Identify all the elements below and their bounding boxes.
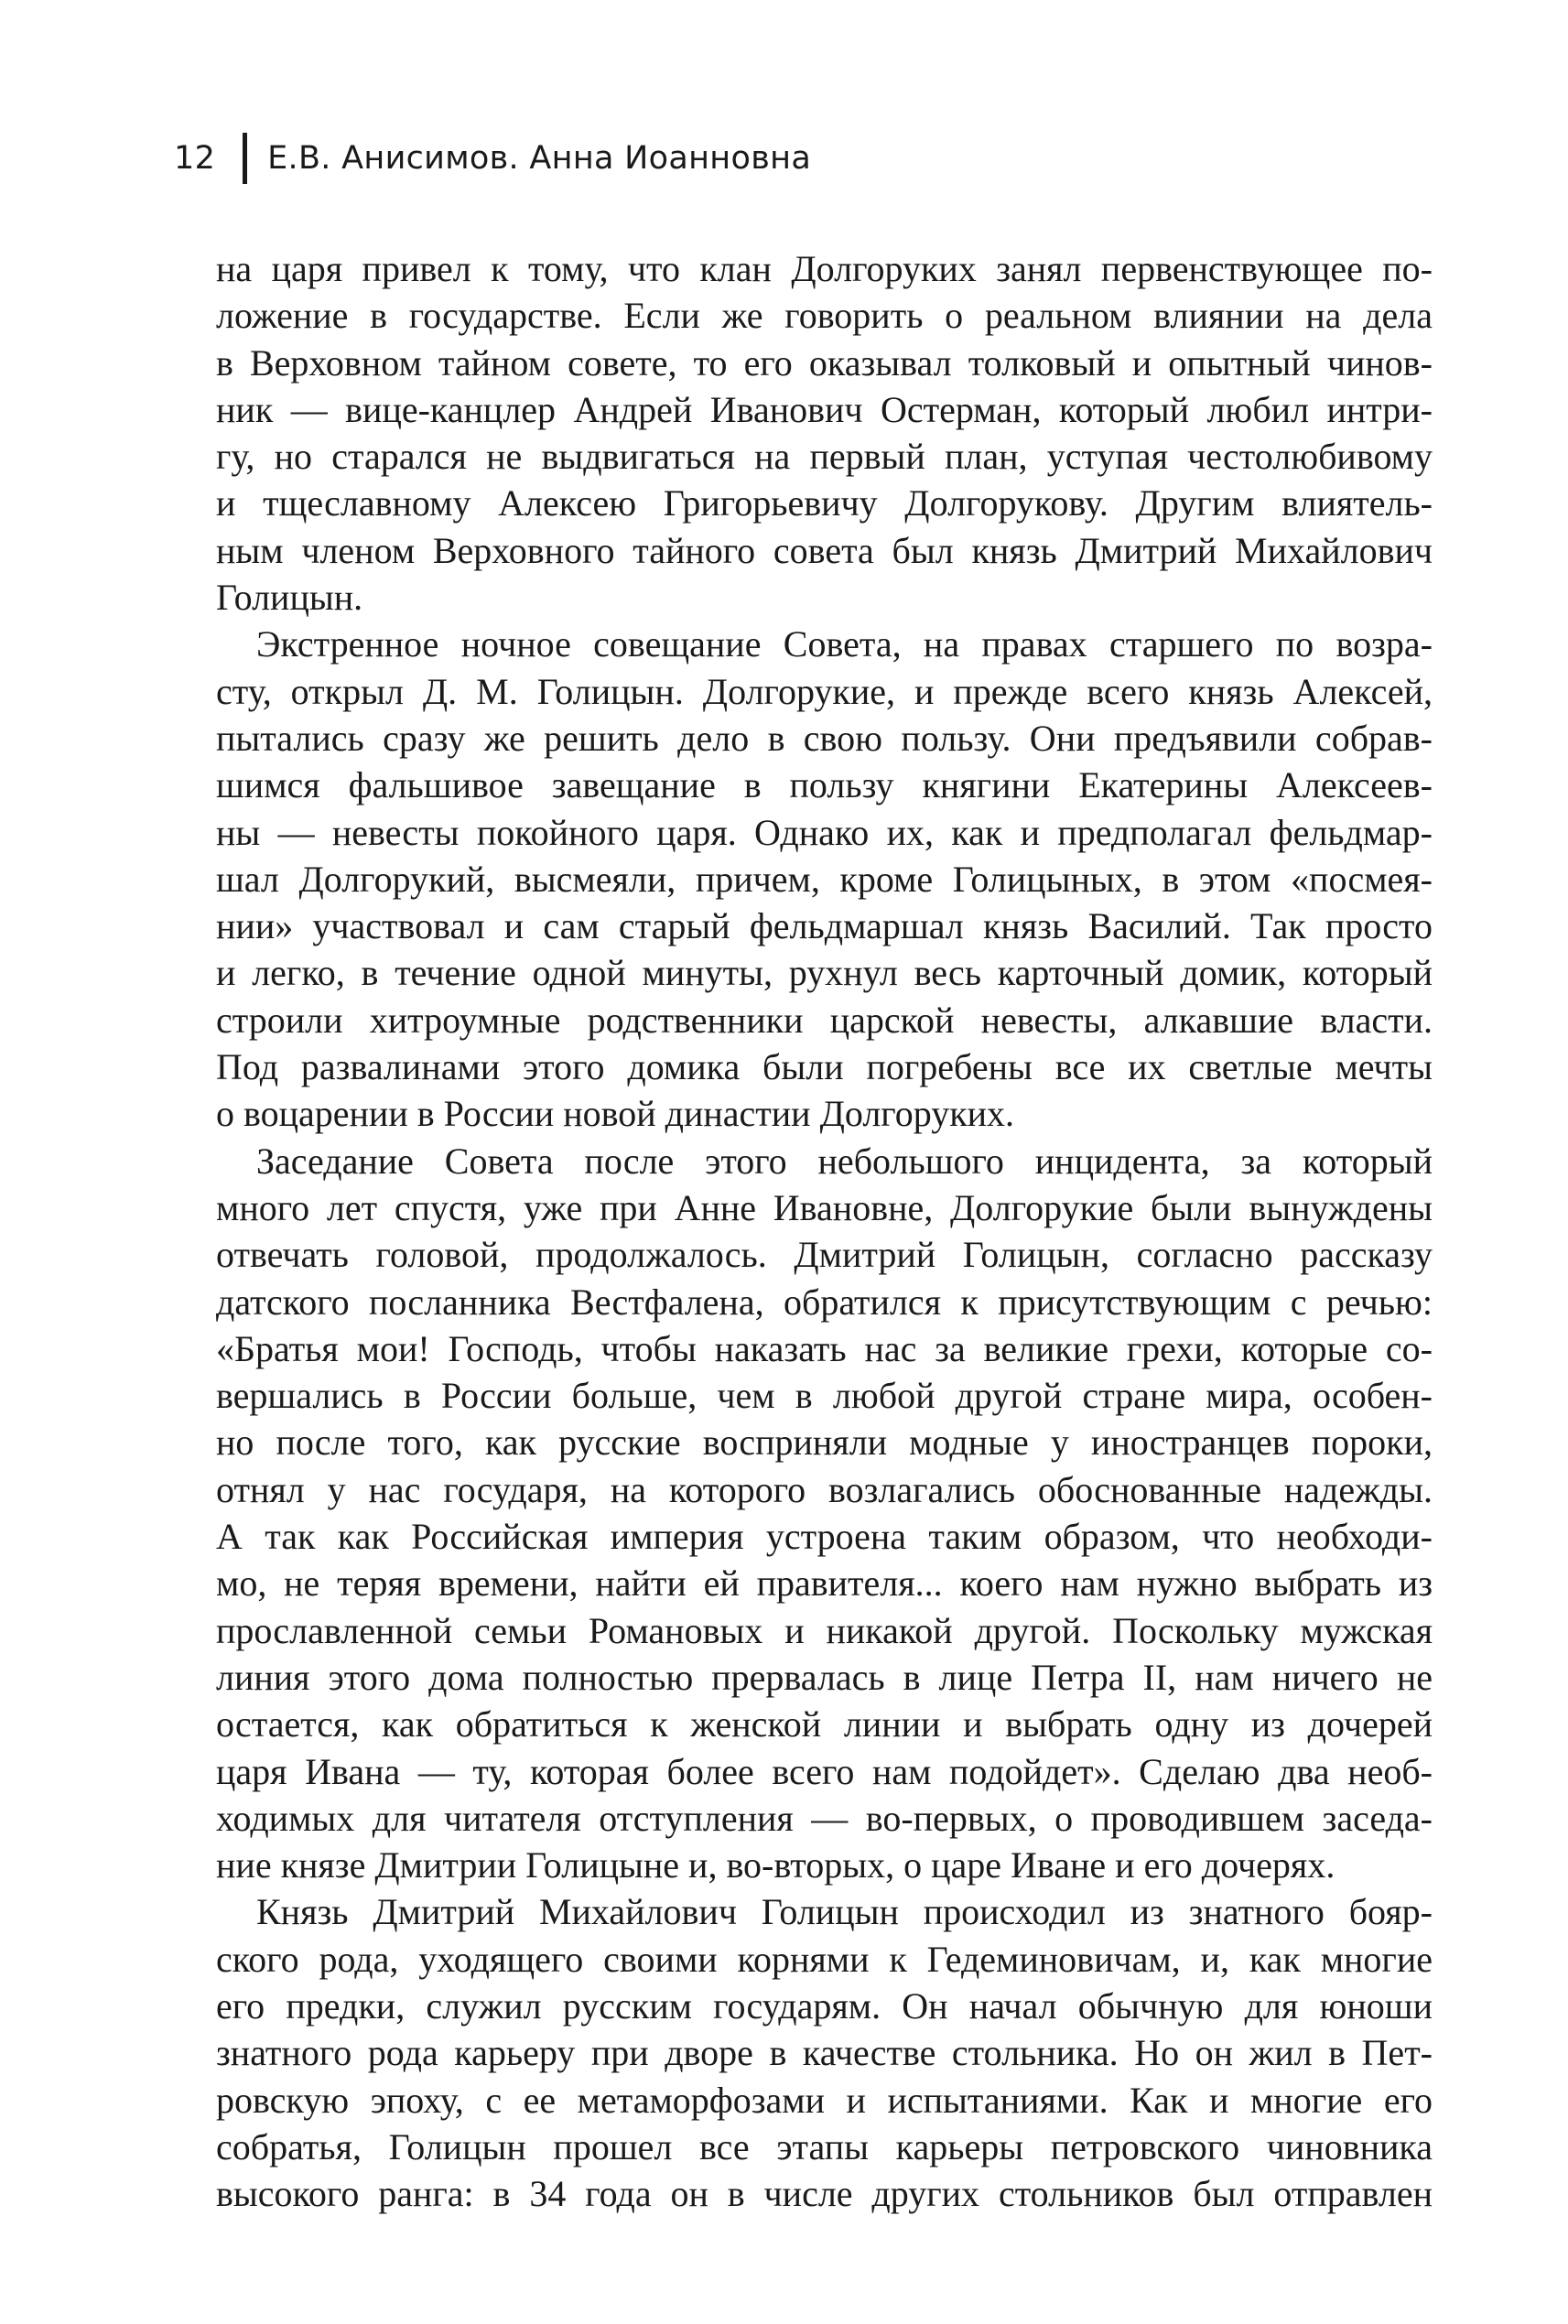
text-line: ложение в государстве. Если же говорить о реальном влиянии на дела: [216, 295, 1433, 337]
header-divider: [243, 133, 247, 184]
text-line: Князь Дмитрий Михайлович Голицын происходил из знатного бояр-: [256, 1891, 1433, 1933]
text-line: но после того, как русские восприняли модные у иностранцев пороки,: [216, 1421, 1433, 1464]
text-line: отнял у нас государя, на которого возлагались обоснованные надежды.: [216, 1468, 1433, 1510]
text-line: ходимых для читателя отступления — во-первых, о проводившем заседа-: [216, 1797, 1433, 1839]
text-line: пытались сразу же решить дело в свою пользу. Они предъявили собрав-: [216, 717, 1433, 759]
text-line: на царя привел к тому, что клан Долгоруких занял первенствующее по-: [216, 248, 1433, 289]
running-title: Е.В. Анисимов. Анна Иоанновна: [267, 140, 812, 177]
paragraph: [216, 1888, 1433, 2217]
text-line: датского посланника Вестфалена, обратился к присутствующим с речью:: [216, 1281, 1433, 1323]
text-line: ным членом Верховного тайного совета был князь Дмитрий Михайлович: [216, 529, 1433, 571]
text-line: Голицын.: [216, 577, 363, 619]
text-line: вершались в России больше, чем в любой другой стране мира, особен-: [216, 1375, 1433, 1417]
text-line: ник — вице-канцлер Андрей Иванович Остерман, который любил интри-: [216, 388, 1433, 430]
text-line: шал Долгорукий, высмеяли, причем, кроме Голицыных, в этом «посмея-: [216, 858, 1433, 900]
running-head: [174, 126, 811, 190]
text-line: строили хитроумные родственники царской невесты, алкавшие власти.: [216, 999, 1433, 1041]
text-line: шимся фальшивое завещание в пользу княгини Екатерины Алексеев-: [216, 764, 1433, 806]
text-line: в Верховном тайном совете, то его оказывал толковый и опытный чинов-: [216, 341, 1433, 384]
text-line: ние князе Дмитрии Голицыне и, во-вторых, о царе Иване и его дочерях.: [216, 1844, 1336, 1886]
text-line: «Братья мои! Господь, чтобы наказать нас за великие грехи, которые со-: [216, 1327, 1433, 1369]
text-line: ского рода, уходящего своими корнями к Гедеминовичам, и, как многие: [216, 1938, 1433, 1980]
paragraph: [216, 245, 1433, 621]
text-line: ровскую эпоху, с ее метаморфозами и испытаниями. Как и многие его: [216, 2079, 1433, 2121]
paragraph: [216, 621, 1433, 1137]
page-number: 12: [174, 140, 216, 177]
text-line: остается, как обратиться к женской линии и выбрать одну из дочерей: [216, 1703, 1433, 1746]
text-line: Экстренное ночное совещание Совета, на правах старшего по возра-: [256, 623, 1433, 665]
text-line: линия этого дома полностью прервалась в лице Петра II, нам ничего не: [216, 1656, 1433, 1698]
text-line: царя Ивана — ту, которая более всего нам подойдет». Сделаю два необ-: [216, 1750, 1433, 1792]
text-line: о воцарении в России новой династии Долгоруких.: [216, 1093, 1015, 1135]
text-line: высокого ранга: в 34 года он в числе других стольников был отправлен: [216, 2173, 1433, 2215]
text-line: Под развалинами этого домика были погребены все их светлые мечты: [216, 1046, 1433, 1088]
text-line: и тщеславному Алексею Григорьевичу Долгорукову. Другим влиятель-: [216, 482, 1433, 524]
text-line: прославленной семьи Романовых и никакой другой. Поскольку мужская: [216, 1609, 1433, 1651]
text-line: много лет спустя, уже при Анне Ивановне, Долгорукие были вынуждены: [216, 1186, 1433, 1228]
text-line: собратья, Голицын прошел все этапы карьеры петровского чиновника: [216, 2125, 1433, 2167]
text-line: знатного рода карьеру при дворе в качестве стольника. Но он жил в Пет-: [216, 2032, 1433, 2074]
text-line: его предки, служил русским государям. Он начал обычную для юноши: [216, 1984, 1433, 2027]
paragraph: [216, 1138, 1433, 1889]
text-line: мо, не теряя времени, найти ей правителя... коего нам нужно выбрать из: [216, 1562, 1433, 1605]
text-line: ны — невесты покойного царя. Однако их, как и предполагал фельдмар-: [216, 811, 1433, 853]
text-line: нии» участвовал и сам старый фельдмаршал князь Василий. Так просто: [216, 905, 1433, 947]
text-line: отвечать головой, продолжалось. Дмитрий Голицын, согласно рассказу: [216, 1234, 1433, 1276]
text-line: гу, но старался не выдвигаться на первый план, уступая честолюбивому: [216, 436, 1433, 478]
text-line: сту, открыл Д. М. Голицын. Долгорукие, и прежде всего князь Алексей,: [216, 670, 1433, 712]
text-line: А так как Российская империя устроена таким образом, что необходи-: [216, 1516, 1433, 1558]
body-text: [216, 245, 1433, 2217]
text-line: Заседание Совета после этого небольшого инцидента, за который: [256, 1140, 1433, 1182]
text-line: и легко, в течение одной минуты, рухнул весь карточный домик, который: [216, 952, 1433, 994]
